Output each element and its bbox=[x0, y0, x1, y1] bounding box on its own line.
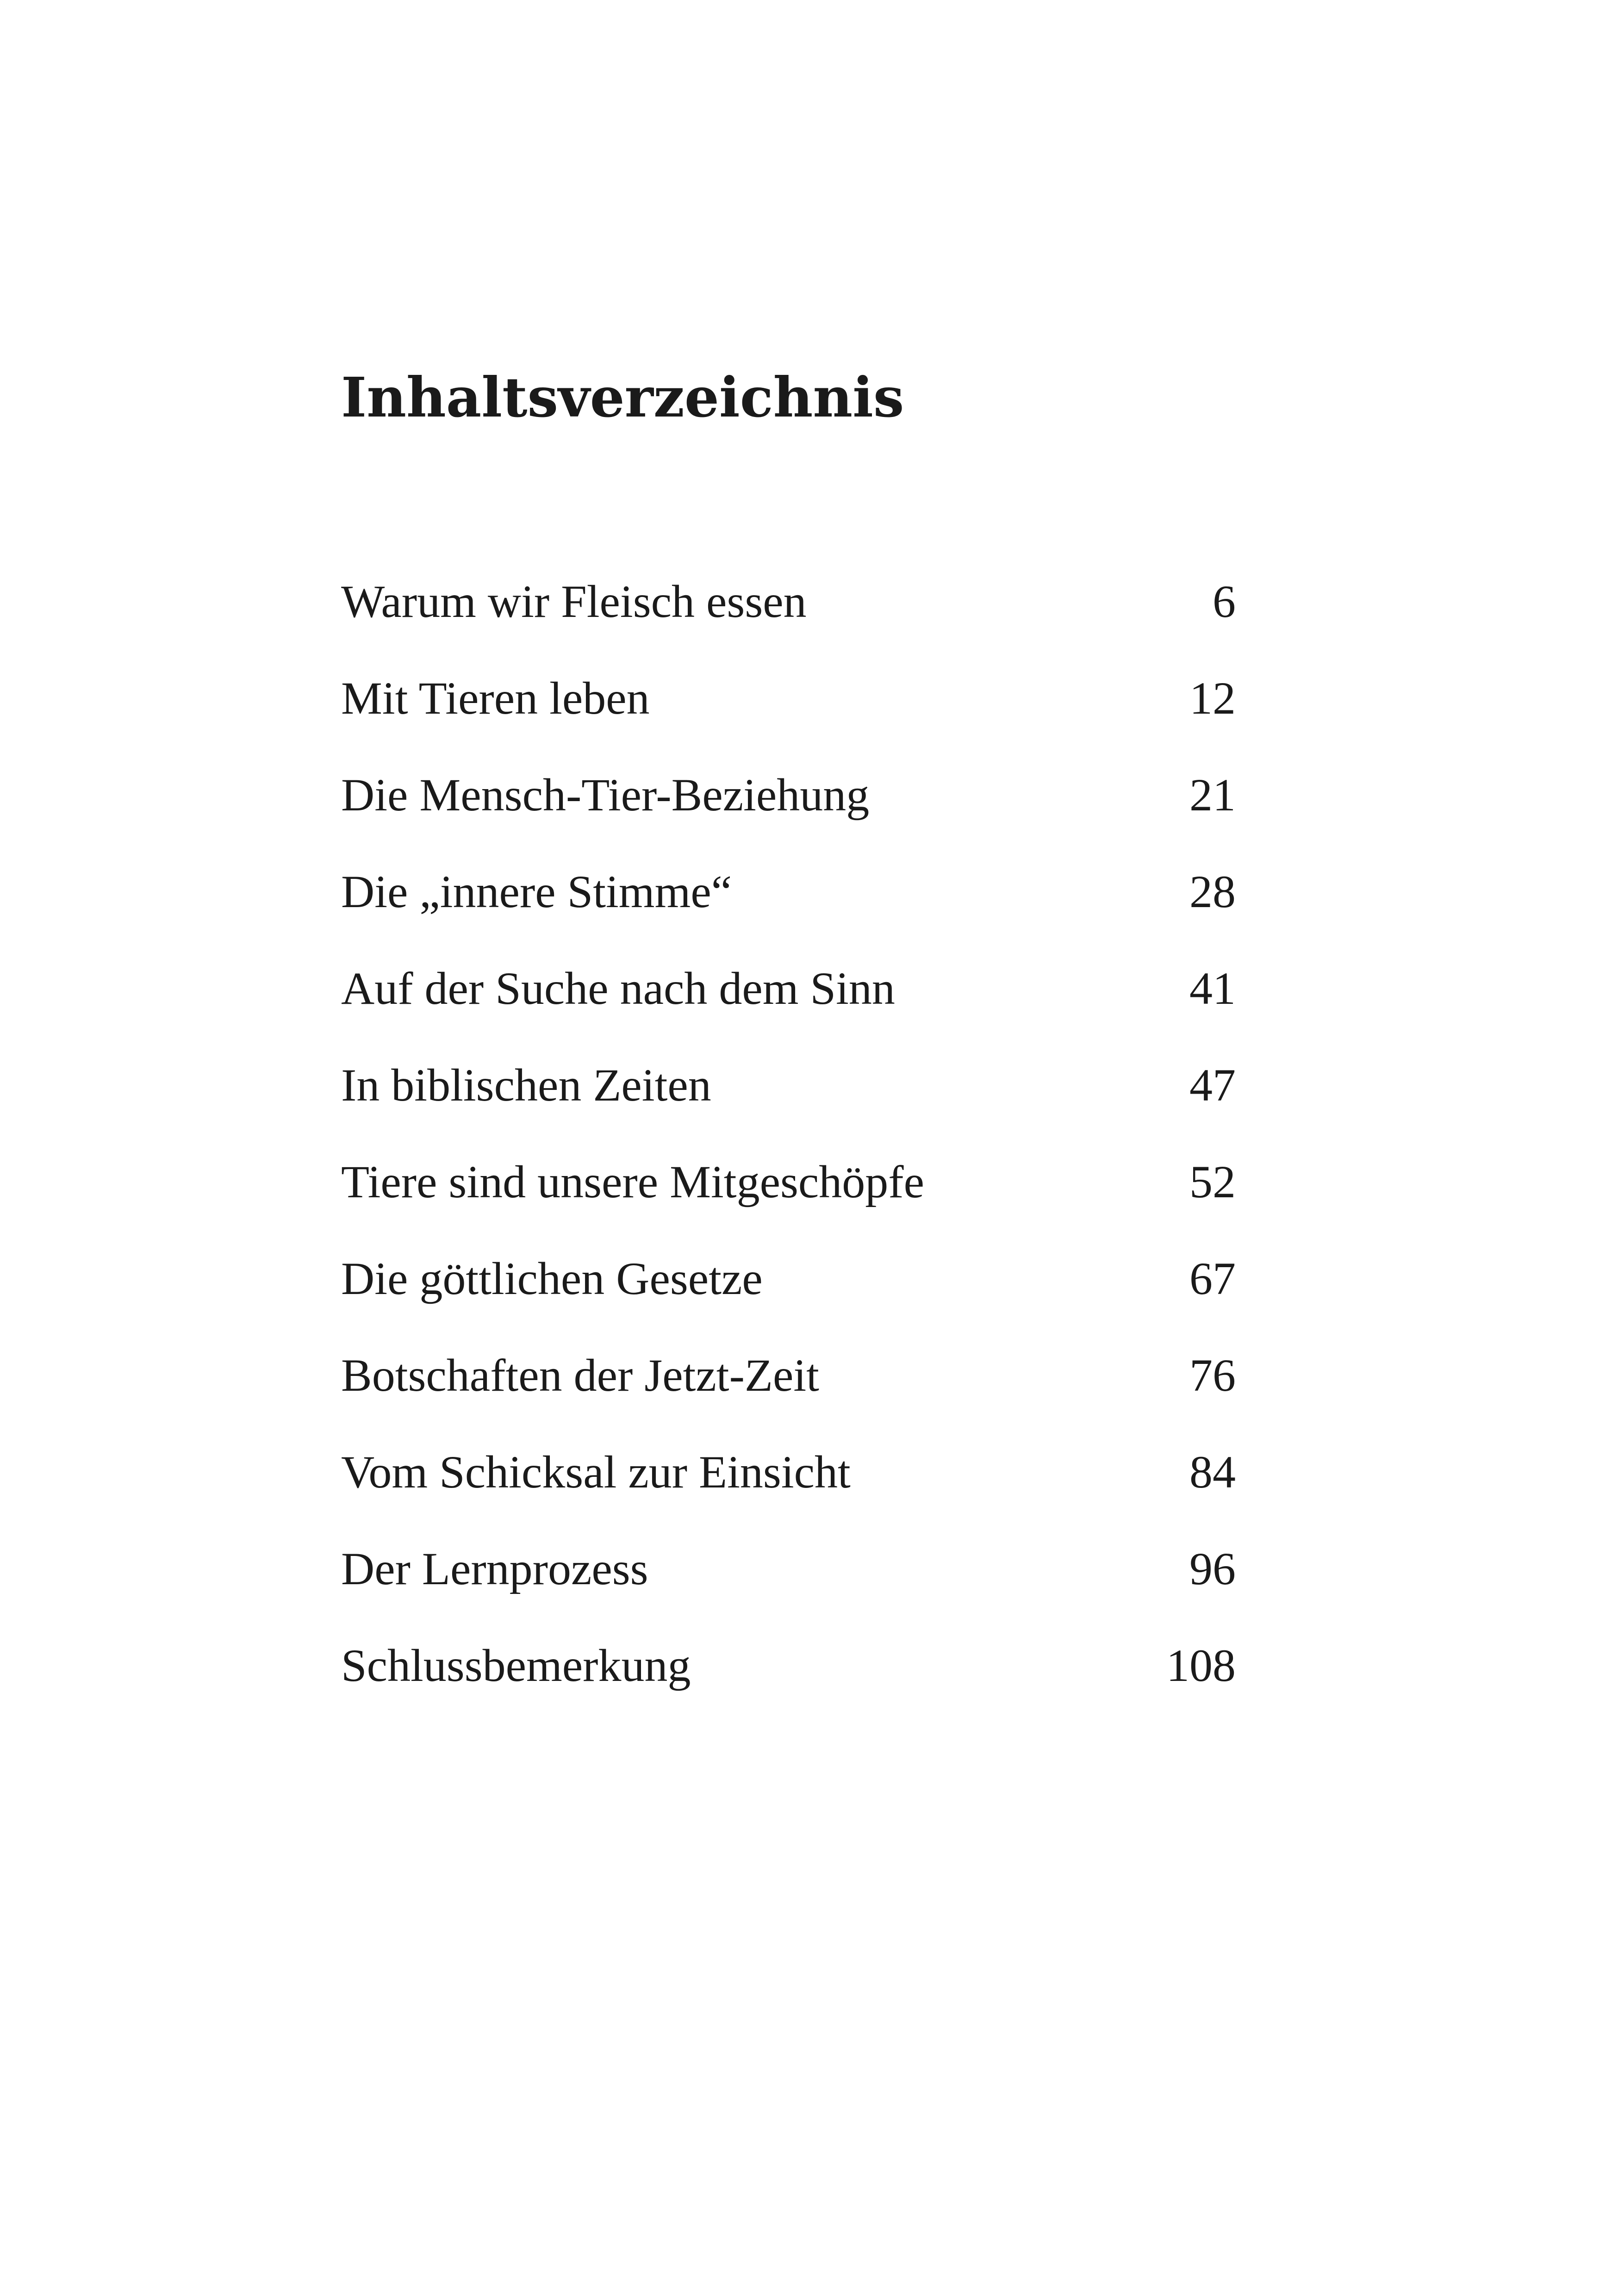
toc-entry-page: 12 bbox=[1189, 672, 1236, 724]
toc-entry-page: 21 bbox=[1189, 769, 1236, 821]
toc-entry bbox=[341, 961, 1236, 1058]
toc-entry-title: Tiere sind unsere Mitgeschöpfe bbox=[341, 1156, 924, 1207]
toc-entry bbox=[341, 1154, 1236, 1251]
toc-entry bbox=[341, 767, 1236, 864]
page-title: Inhaltsverzeichnis bbox=[341, 365, 904, 429]
toc-entry bbox=[341, 1251, 1236, 1348]
toc-entry bbox=[341, 671, 1236, 767]
toc-entry bbox=[341, 1058, 1236, 1154]
toc-entry-title: Die „innere Stimme“ bbox=[341, 866, 732, 917]
table-of-contents bbox=[341, 574, 1236, 1735]
toc-entry bbox=[341, 574, 1236, 671]
toc-entry-page: 76 bbox=[1189, 1350, 1236, 1401]
toc-entry-title: Botschaften der Jetzt-Zeit bbox=[341, 1350, 819, 1401]
toc-entry-title: Warum wir Fleisch essen bbox=[341, 576, 807, 627]
toc-entry bbox=[341, 1348, 1236, 1444]
toc-entry-page: 52 bbox=[1189, 1156, 1236, 1207]
toc-entry-page: 41 bbox=[1189, 963, 1236, 1014]
toc-entry-title: Auf der Suche nach dem Sinn bbox=[341, 963, 895, 1014]
toc-entry-page: 47 bbox=[1189, 1059, 1236, 1111]
toc-entry-page: 28 bbox=[1189, 866, 1236, 917]
toc-entry-page: 84 bbox=[1189, 1446, 1236, 1498]
toc-entry-title: Vom Schicksal zur Einsicht bbox=[341, 1446, 851, 1498]
toc-entry bbox=[341, 864, 1236, 961]
toc-entry-title: In biblischen Zeiten bbox=[341, 1059, 711, 1111]
toc-entry bbox=[341, 1444, 1236, 1541]
toc-entry-page: 108 bbox=[1166, 1640, 1236, 1691]
toc-entry bbox=[341, 1638, 1236, 1735]
toc-entry-page: 6 bbox=[1213, 576, 1236, 627]
toc-entry-title: Die Mensch-Tier-Beziehung bbox=[341, 769, 870, 821]
toc-entry-page: 96 bbox=[1189, 1543, 1236, 1594]
toc-entry-title: Mit Tieren leben bbox=[341, 672, 650, 724]
toc-entry bbox=[341, 1541, 1236, 1638]
toc-entry-page: 67 bbox=[1189, 1253, 1236, 1304]
toc-entry-title: Der Lernprozess bbox=[341, 1543, 648, 1594]
toc-entry-title: Die göttlichen Gesetze bbox=[341, 1253, 763, 1304]
toc-entry-title: Schlussbemerkung bbox=[341, 1640, 691, 1691]
